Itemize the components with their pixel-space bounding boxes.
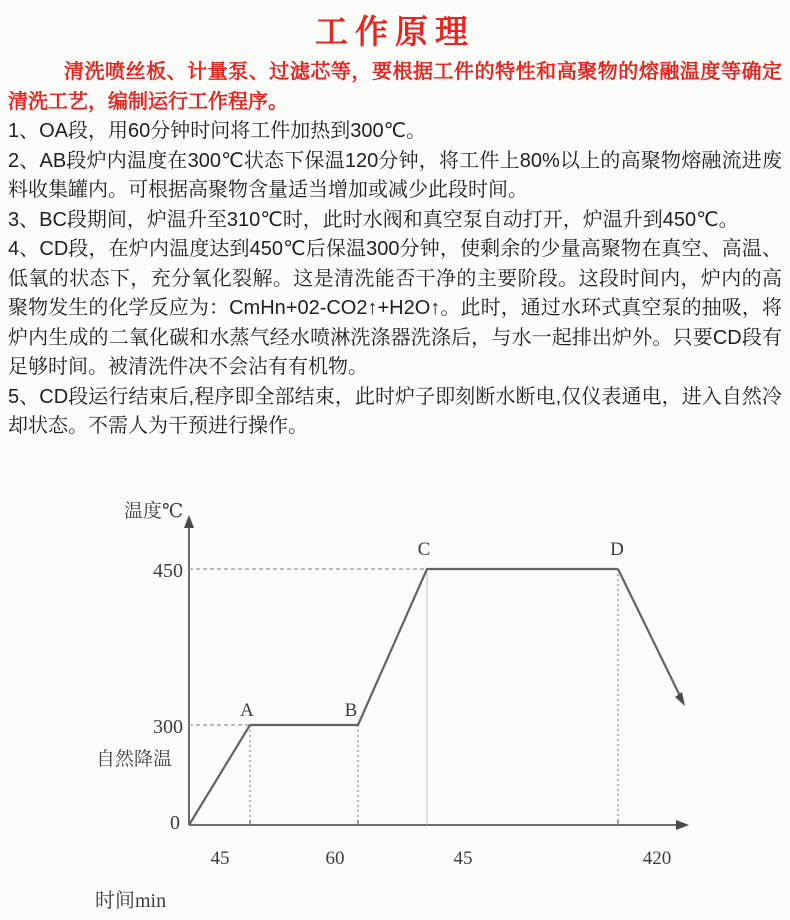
segment-label-bc: 45 — [453, 848, 473, 869]
body-paragraph-2: 2、AB段炉内温度在300℃状态下保温120分钟，将工件上80%以上的高聚物熔融流进废料收集罐内。可根据高聚物含量适当增加或减少此段时间。 — [8, 149, 782, 201]
x-axis-title: 时间min — [95, 890, 167, 912]
point-label-d: D — [610, 539, 624, 560]
y-tick-300: 300 — [153, 716, 183, 738]
temperature-curve — [189, 569, 618, 825]
intro-paragraph: 清洗喷丝板、计量泵、过滤芯等，要根据工件的特性和高聚物的熔融温度等确定清洗工艺，编制运行工作程序。 — [8, 61, 782, 113]
body-paragraph-1: 1、OA段，用60分钟时问将工件加热到300℃。 — [8, 120, 427, 142]
body-paragraph-4: 4、CD段，在炉内温度达到450℃后保温300分钟，使剩余的少量高聚物在真空、高温、低氧的状态下，充分氧化裂解。这是清洗能否干净的主要阶段。这段时间内，炉内的高聚物发生的化学反应为：CmHn+02-CO2↑+H2O↑。此时，通过水环式真空泵的抽吸，将炉内生成的二氧化碳和水蒸气经水喷淋洗涤器洗涤后，与水一起排出炉外。只要CD段有足够时间。被清洗件决不会沾有有机物。 — [8, 238, 782, 378]
segment-label-cd: 420 — [642, 848, 672, 869]
cooling-line — [618, 569, 681, 698]
body-paragraph-5: 5、CD段运行结束后,程序即全部结束，此时炉子即刻断水断电,仅仪表通电，进入自然冷却状态。不需人为干预进行操作。 — [8, 385, 782, 437]
page-title: 工作原理 — [315, 13, 475, 50]
y-tick-0: 0 — [170, 812, 180, 834]
point-label-a: A — [240, 700, 254, 721]
x-axis-arrow-icon — [676, 820, 689, 830]
y-axis-title: 温度℃ — [124, 501, 184, 522]
point-label-c: C — [417, 539, 431, 560]
body-text — [8, 117, 782, 442]
temperature-time-chart — [0, 498, 790, 920]
cooling-arrow-icon — [675, 692, 685, 706]
body-paragraph-3: 3、BC段期间，炉温升至310℃时，此时水阀和真空泵自动打开，炉温升到450℃。 — [8, 208, 739, 231]
point-label-b: B — [344, 700, 358, 721]
y-tick-450: 450 — [153, 560, 183, 582]
natural-cooling-annotation: 自然降温 — [96, 749, 173, 770]
segment-label-oa: 45 — [210, 848, 230, 869]
segment-label-ab: 60 — [325, 848, 345, 869]
y-axis-arrow-icon — [184, 515, 194, 528]
